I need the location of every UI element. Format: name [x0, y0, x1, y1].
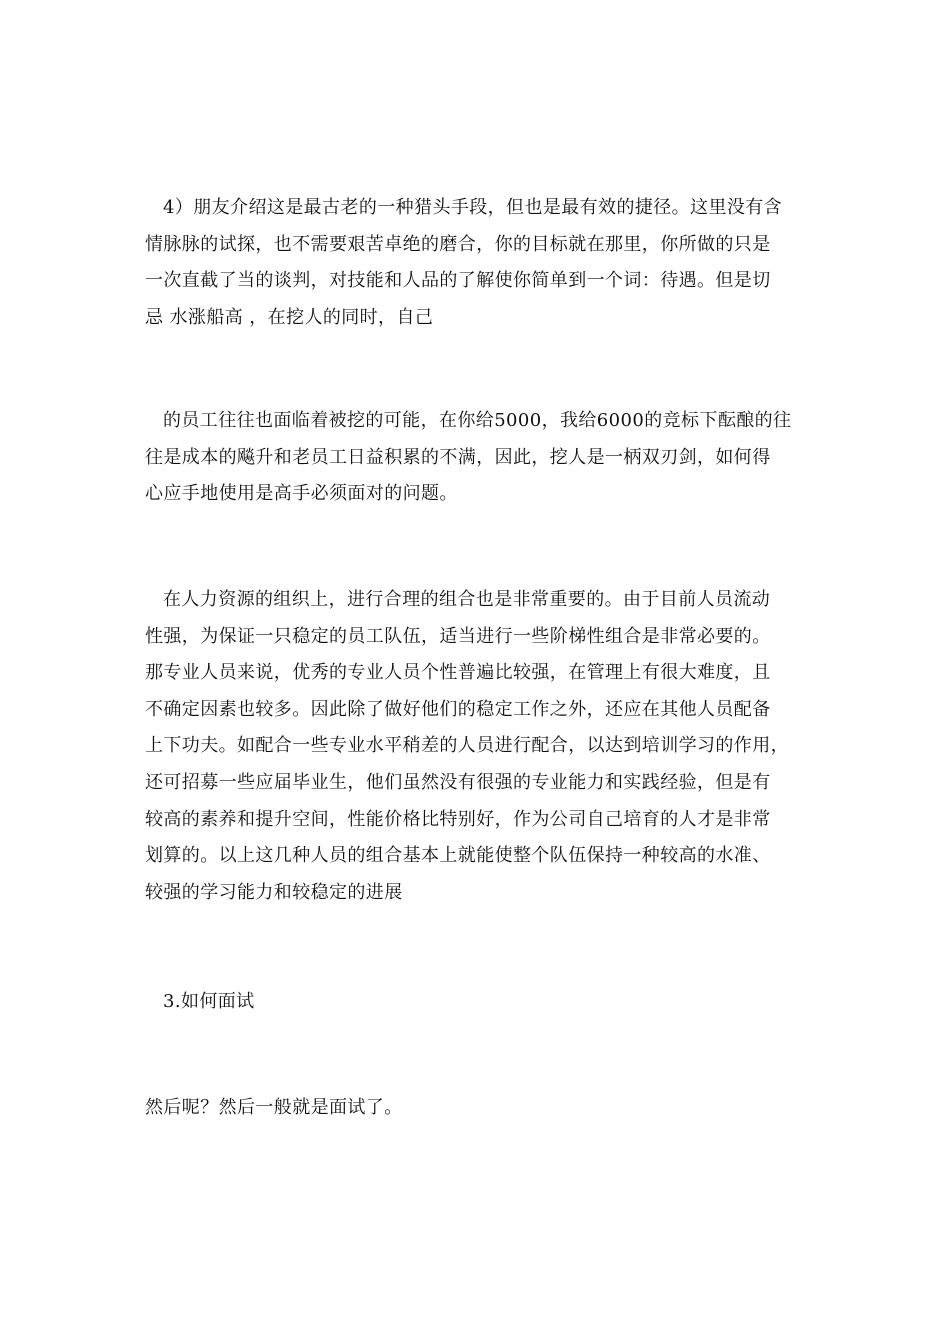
- text-line: 在人力资源的组织上，进行合理的组合也是非常重要的。由于目前人员流动: [163, 589, 771, 610]
- text-line: 性强，为保证一只稳定的员工队伍，适当进行一些阶梯性组合是非常必要的。: [145, 625, 771, 647]
- text-line: 还可招募一些应届毕业生，他们虽然没有很强的专业能力和实践经验，但是有: [145, 771, 771, 793]
- paragraph-poaching-risk: [145, 403, 810, 513]
- text-line: 一次直截了当的谈判，对技能和人品的了解使你简单到一个词：待遇。但是切: [145, 270, 771, 292]
- text-line: 忌 水涨船高 ，在挖人的同时，自己: [145, 306, 434, 328]
- text-line: 心应手地使用是高手必须面对的问题。: [145, 483, 458, 505]
- text-line: 的员工往往也面临着被挖的可能，在你给5000，我给6000的竞标下酝酿的往: [163, 410, 792, 431]
- paragraph-team-composition: [145, 582, 810, 911]
- text-line: 上下功夫。如配合一些专业水平稍差的人员进行配合，以达到培训学习的作用，: [145, 735, 789, 757]
- text-line: 那专业人员来说，优秀的专业人员个性普遍比较强，在管理上有很大难度，且: [145, 662, 771, 684]
- text-line: 情脉脉的试探，也不需要艰苦卓绝的磨合，你的目标就在那里，你所做的只是: [145, 233, 771, 255]
- text-line: 划算的。以上这几种人员的组合基本上就能使整个队伍保持一种较高的水准、: [145, 845, 771, 867]
- text-line: 往是成本的飚升和老员工日益积累的不满，因此，挖人是一柄双刃剑，如何得: [145, 446, 771, 468]
- text-line: 较高的素养和提升空间，性能价格比特别好，作为公司自己培育的人才是非常: [145, 808, 771, 830]
- text-line: 较强的学习能力和较稳定的进展: [145, 881, 403, 903]
- paragraph-friend-referral: [145, 190, 810, 336]
- text-line: 不确定因素也较多。因此除了做好他们的稳定工作之外，还应在其他人员配备: [145, 698, 771, 720]
- heading-text: 3.如何面试: [163, 991, 255, 1012]
- section-heading-interview: [145, 984, 810, 1021]
- text-line: 然后呢？然后一般就是面试了。: [145, 1097, 403, 1118]
- text-line: 4）朋友介绍这是最古老的一种猎头手段，但也是最有效的捷径。这里没有含: [163, 197, 783, 218]
- paragraph-then-interview: [145, 1090, 810, 1127]
